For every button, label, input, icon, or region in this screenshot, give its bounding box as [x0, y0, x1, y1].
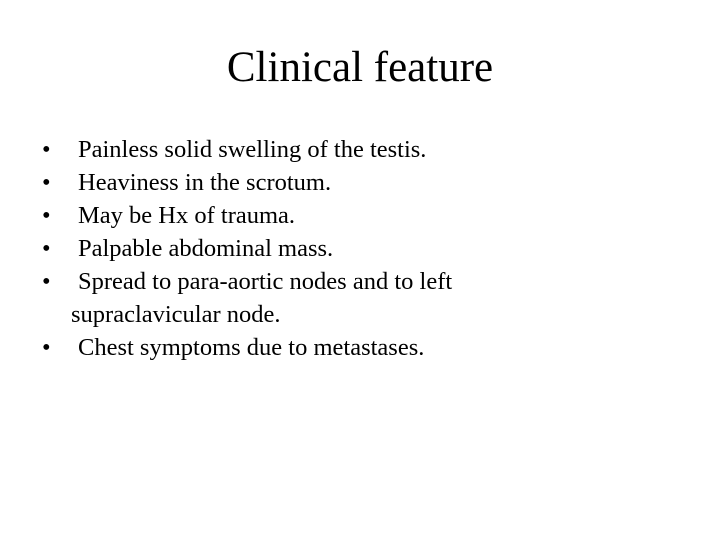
list-item [42, 331, 682, 364]
bullet-list [42, 133, 682, 364]
list-item [42, 265, 682, 331]
bullet-text: Spread to para-aortic nodes and to left [78, 268, 453, 295]
list-item [42, 166, 682, 199]
bullet-text: Heaviness in the scrotum. [78, 169, 332, 196]
bullet-icon: • [42, 169, 51, 196]
bullet-text: Chest symptoms due to metastases. [78, 334, 425, 361]
slide-title: Clinical feature [226, 44, 494, 91]
bullet-icon: • [42, 268, 51, 295]
bullet-icon: • [42, 334, 51, 361]
list-item [42, 133, 682, 166]
bullet-text: May be Hx of trauma. [78, 202, 296, 229]
bullet-icon: • [42, 235, 51, 262]
bullet-continuation-text: supraclavicular node. [71, 301, 281, 328]
bullet-text: Palpable abdominal mass. [78, 235, 334, 262]
bullet-icon: • [42, 202, 51, 229]
list-item [42, 232, 682, 265]
list-item [42, 199, 682, 232]
bullet-text: Painless solid swelling of the testis. [78, 136, 427, 163]
bullet-icon: • [42, 136, 51, 163]
